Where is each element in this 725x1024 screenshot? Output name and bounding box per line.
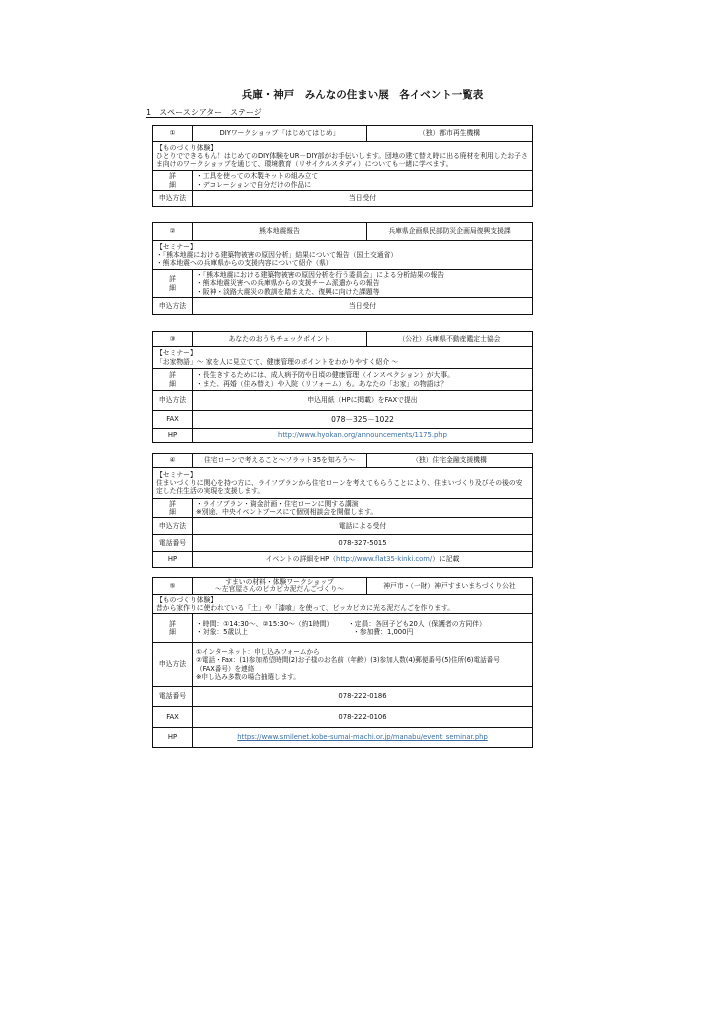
detail-line: ・また、再婚（住み替え）や入院（リフォーム）も。あなたの「お家」の物語は？ xyxy=(196,379,448,388)
event-category: 【セミナー】 xyxy=(156,349,197,358)
event-description-row xyxy=(153,142,533,171)
apply-line: ②電話・Fax：(1)参加希望時間(2)お子様のお名前（年齢）(3)参加人数(4)郵便番号(5)住所(6)電話番号 xyxy=(196,656,500,665)
apply-line: ※申し込み多数の場合抽選します。 xyxy=(196,672,300,681)
apply-label: 申込方法 xyxy=(153,643,193,687)
event-category: 【セミナー】 xyxy=(156,242,197,251)
apply-method xyxy=(193,643,533,687)
event-detail-row xyxy=(153,614,533,643)
hp-link[interactable]: https://www.smilenet.kobe-sumai-machi.or.jp/manabu/event_seminar.php xyxy=(237,733,488,742)
event-category: 【ものづくり体験】 xyxy=(156,595,218,604)
event-description xyxy=(153,468,533,499)
tel-number: 078-222-0186 xyxy=(193,687,533,707)
event-details xyxy=(193,270,533,298)
apply-method: 当日受付 xyxy=(193,191,533,207)
hp-suffix: ）に記載 xyxy=(432,555,460,564)
event-detail-row xyxy=(153,270,533,298)
event-organizer: 兵庫県企画県民部防災企画局復興支援課 xyxy=(367,223,533,241)
event-description-line: ・「熊本地震における建築物被害の原因分析」結果について報告（国土交通省） xyxy=(156,250,398,259)
event-organizer: （公社）兵庫県不動産鑑定士協会 xyxy=(367,332,533,347)
page-title: 兵庫・神戸 みんなの住まい展 各イベント一覧表 xyxy=(241,89,484,101)
fax-label: FAX xyxy=(153,411,193,429)
event-table-5 xyxy=(152,577,533,748)
hp-label: HP xyxy=(153,728,193,748)
hp-link[interactable]: http://www.flat35-kinki.com/ xyxy=(336,555,433,564)
detail-line: ・デコレーションで自分だけの作品に xyxy=(196,180,312,189)
detail-label: 詳 細 xyxy=(153,369,193,391)
event-table-4 xyxy=(152,453,533,568)
event-description-row xyxy=(153,595,533,614)
event-name: あなたのおうちチェックポイント xyxy=(193,332,367,347)
event-fax-row xyxy=(153,707,533,728)
event-details xyxy=(193,499,533,518)
section-heading: 1 スペースシアター ステージ xyxy=(146,108,262,117)
event-organizer: 神戸市・（一財）神戸すまいまちづくり公社 xyxy=(367,578,533,595)
hp-label: HP xyxy=(153,429,193,443)
event-number: ① xyxy=(153,126,193,142)
tel-label: 電話番号 xyxy=(153,687,193,707)
event-number: ③ xyxy=(153,332,193,347)
apply-label: 申込方法 xyxy=(153,518,193,535)
hp-prefix: イベントの詳細をHP（ xyxy=(265,555,337,564)
event-apply-row xyxy=(153,298,533,315)
event-apply-row xyxy=(153,518,533,535)
event-apply-row xyxy=(153,191,533,207)
event-header-row xyxy=(153,223,533,241)
detail-line: ・定員：各回子ども20人（保護者の方同伴） xyxy=(348,619,486,628)
event-name-line: すまいの材料・体験ワークショップ xyxy=(225,577,334,586)
tel-number: 078-327-5015 xyxy=(193,535,533,552)
event-organizer: （独）都市再生機構 xyxy=(367,126,533,142)
event-name xyxy=(193,578,367,595)
event-fax-row xyxy=(153,411,533,429)
event-organizer: （独）住宅金融支援機構 xyxy=(367,454,533,468)
event-description-row xyxy=(153,468,533,499)
detail-line: ・参加費：1,000円 xyxy=(353,628,414,636)
event-header-row xyxy=(153,578,533,595)
detail-line: ・阪神・淡路大震災の教訓を踏まえた、復興に向けた課題等 xyxy=(196,287,380,296)
event-description-text: 「お家物語」～ 家を人に見立てて、健康管理のポイントをわかりやすく紹介 ～ xyxy=(156,357,399,366)
apply-method: 電話による受付 xyxy=(193,518,533,535)
detail-label: 詳 細 xyxy=(153,171,193,191)
event-hp-row xyxy=(153,552,533,568)
event-table-1 xyxy=(152,125,533,207)
apply-line: ①インターネット：申し込みフォームから xyxy=(196,648,320,657)
detail-line: ・時間：①14:30～、②15:30～（約1時間） xyxy=(196,619,334,628)
apply-label: 申込方法 xyxy=(153,191,193,207)
event-description-row xyxy=(153,347,533,369)
event-number: ⑤ xyxy=(153,578,193,595)
event-category: 【セミナー】 xyxy=(156,470,197,479)
fax-number: 078－325－1022 xyxy=(193,411,533,429)
detail-label: 詳 細 xyxy=(153,270,193,298)
event-name: 住宅ローンで考えること～フラット35を知ろう～ xyxy=(193,454,367,468)
event-header-row xyxy=(153,332,533,347)
event-description-text: 昔から家作りに使われている「土」や「漆喰」を使って、ピッカピカに光る泥だんごを作ります。 xyxy=(156,604,455,612)
apply-label: 申込方法 xyxy=(153,391,193,411)
event-number: ④ xyxy=(153,454,193,468)
detail-line: ・熊本地震災害への兵庫県からの支援チーム派遣からの報告 xyxy=(196,279,380,288)
event-description-text: ひとりでできるもん！はじめてのDIY体験をUR－DIY部がお手伝いします。団地の建て替え時に出る廃材を利用したお子さま向けのワークショップを通じて、環境教育（リサイクルスタディ）についても一緒に学べます。 xyxy=(156,151,528,169)
hp-cell xyxy=(193,552,533,568)
detail-line: ・対象：5歳以上 xyxy=(196,628,248,636)
detail-line: ※別途、中央イベントブースにて個別相談会を開催します。 xyxy=(196,508,378,516)
event-apply-row xyxy=(153,643,533,687)
event-description xyxy=(153,142,533,171)
event-tel-row xyxy=(153,687,533,707)
event-details xyxy=(193,171,533,191)
event-description-text: 住まいづくりに関心を持つ方に、ライフプランから住宅ローンを考えてもらうことにより、住まいづくり及びその後の安定した住生活の実現を支援します。 xyxy=(156,478,523,496)
event-details xyxy=(193,614,533,643)
detail-line: ・長生きするためには、成人病予防や日頃の健康管理（インスペクション）が大事。 xyxy=(196,371,454,380)
event-description-line: ・熊本地震への兵庫県からの支援内容について紹介（県） xyxy=(156,259,333,268)
fax-number: 078-222-0106 xyxy=(193,707,533,728)
fax-label: FAX xyxy=(153,707,193,728)
event-details xyxy=(193,369,533,391)
hp-link-cell xyxy=(193,429,533,443)
event-category: 【ものづくり体験】 xyxy=(156,143,218,152)
apply-line: （FAX番号）を連絡 xyxy=(196,664,255,673)
event-name-line: ～左官屋さんのピカピカ泥だんごづくり～ xyxy=(214,585,344,593)
hp-link[interactable]: http://www.hyokan.org/announcements/1175.php xyxy=(278,431,447,440)
event-detail-row xyxy=(153,171,533,191)
detail-label: 詳 細 xyxy=(153,499,193,518)
event-table-2 xyxy=(152,222,533,315)
event-number: ② xyxy=(153,223,193,241)
event-description xyxy=(153,347,533,369)
event-detail-row xyxy=(153,369,533,391)
event-table-3 xyxy=(152,331,533,443)
detail-line: ・ライフプラン・資金計画・住宅ローンに関する講演 xyxy=(196,499,359,508)
apply-method: 当日受付 xyxy=(193,298,533,315)
event-header-row xyxy=(153,126,533,142)
event-tel-row xyxy=(153,535,533,552)
event-hp-row xyxy=(153,429,533,443)
detail-line: ・工具を使っての木製キットの組み立て xyxy=(196,172,319,181)
detail-line: ・「熊本地震における建築物被害の原因分析を行う委員会」による分析結果の報告 xyxy=(196,271,445,280)
event-name: 熊本地震報告 xyxy=(193,223,367,241)
event-description xyxy=(153,241,533,270)
event-name: DIYワークショップ「はじめてはじめ」 xyxy=(193,126,367,142)
event-hp-row xyxy=(153,728,533,748)
event-header-row xyxy=(153,454,533,468)
apply-method: 申込用紙（HPに掲載）をFAXで提出 xyxy=(193,391,533,411)
event-description-row xyxy=(153,241,533,270)
section-underline xyxy=(146,117,260,118)
event-description xyxy=(153,595,533,614)
event-detail-row xyxy=(153,499,533,518)
detail-label: 詳 細 xyxy=(153,614,193,643)
tel-label: 電話番号 xyxy=(153,535,193,552)
hp-label: HP xyxy=(153,552,193,568)
event-apply-row xyxy=(153,391,533,411)
hp-link-cell xyxy=(193,728,533,748)
apply-label: 申込方法 xyxy=(153,298,193,315)
